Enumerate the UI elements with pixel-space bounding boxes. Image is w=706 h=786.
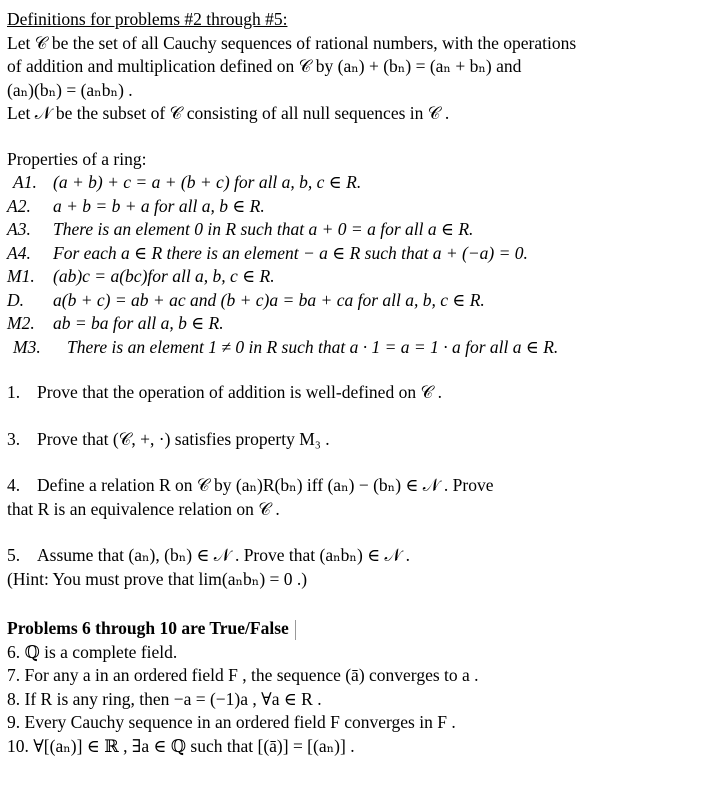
problem-text: Define a relation R on 𝒞 by (aₙ)R(bₙ) iff (aₙ) − (bₙ) ∈ 𝒩 . Prove — [37, 475, 494, 495]
problem-text: Prove that (𝒞, +, ·) satisfies property M₃ . — [37, 428, 330, 449]
property-text: There is an element 0 in R such that a + 0 = a for all a ∈ R. — [53, 219, 474, 239]
property-text: a + b = b + a for all a, b ∈ R. — [53, 195, 265, 216]
problem-text-continued: that R is an equivalence relation on 𝒞 . — [7, 498, 280, 519]
problem-number: 4. — [7, 475, 21, 495]
property-text: (a + b) + c = a + (b + c) for all a, b, c ∈ R. — [53, 172, 362, 192]
property-text: There is an element 1 ≠ 0 in R such that a · 1 = a = 1 · a for all a ∈ R. — [67, 336, 559, 357]
definitions-heading: Definitions for problems #2 through #5: — [7, 9, 288, 29]
ring-property — [7, 289, 702, 313]
definition-line: of addition and multiplication defined on 𝒞 by (aₙ) + (bₙ) = (aₙ + bₙ) and — [7, 56, 522, 76]
document-page — [7, 8, 702, 758]
property-label: M1. — [7, 266, 35, 286]
ring-property — [7, 195, 702, 219]
true-false-item: 10. ∀[(aₙ)] ∈ ℝ , ∃a ∈ ℚ such that [(ā)] = [(aₙ)] . — [7, 735, 355, 756]
property-text: a(b + c) = ab + ac and (b + c)a = ba + ca for all a, b, c ∈ R. — [53, 289, 485, 310]
ring-property — [7, 336, 702, 360]
property-label: M2. — [7, 313, 35, 333]
true-false-item: 6. ℚ is a complete field. — [7, 641, 178, 662]
property-text: For each a ∈ R there is an element − a ∈ R such that a + (−a) = 0. — [53, 242, 528, 263]
property-label: M3. — [13, 336, 41, 357]
property-text: ab = ba for all a, b ∈ R. — [53, 313, 224, 333]
definition-line: Let 𝒩 be the subset of 𝒞 consisting of all null sequences in 𝒞 . — [7, 103, 450, 123]
ring-property — [7, 218, 702, 242]
true-false-item: 8. If R is any ring, then −a = (−1)a , ∀a ∈ R . — [7, 688, 322, 709]
ring-property — [7, 312, 702, 336]
problem-hint — [7, 568, 702, 592]
problem-number: 5. — [7, 545, 21, 565]
problem-number: 1. — [7, 382, 21, 402]
property-label: A1. — [13, 172, 37, 192]
problem-text: Prove that the operation of addition is well-defined on 𝒞 . — [37, 382, 442, 402]
ring-property — [7, 171, 702, 195]
definition-line: Let 𝒞 be the set of all Cauchy sequences of rational numbers, with the operations — [7, 32, 577, 53]
hint-text: (Hint: You must prove that lim(aₙbₙ) = 0 .) — [7, 568, 308, 589]
property-text: (ab)c = a(bc)for all a, b, c ∈ R. — [53, 266, 275, 286]
text-cursor — [295, 620, 296, 640]
problem-5 — [7, 544, 702, 568]
problem-1 — [7, 381, 702, 405]
true-false-heading: Problems 6 through 10 are True/False — [7, 617, 702, 641]
property-label: A2. — [7, 195, 31, 216]
property-label: A4. — [7, 242, 31, 263]
true-false-item: 7. For any a in an ordered field F , the sequence (ā) converges to a . — [7, 665, 479, 685]
problem-text: Assume that (aₙ), (bₙ) ∈ 𝒩 . Prove that (aₙbₙ) ∈ 𝒩 . — [37, 545, 411, 565]
ring-property — [7, 265, 702, 289]
property-label: D. — [7, 289, 25, 310]
problem-4 — [7, 474, 702, 498]
ring-properties-heading: Properties of a ring: — [7, 148, 147, 169]
problem-3 — [7, 428, 702, 452]
true-false-item: 9. Every Cauchy sequence in an ordered field F converges in F . — [7, 712, 456, 732]
definition-line: (aₙ)(bₙ) = (aₙbₙ) . — [7, 79, 133, 100]
problem-number: 3. — [7, 428, 21, 449]
ring-property — [7, 242, 702, 266]
property-label: A3. — [7, 219, 31, 239]
